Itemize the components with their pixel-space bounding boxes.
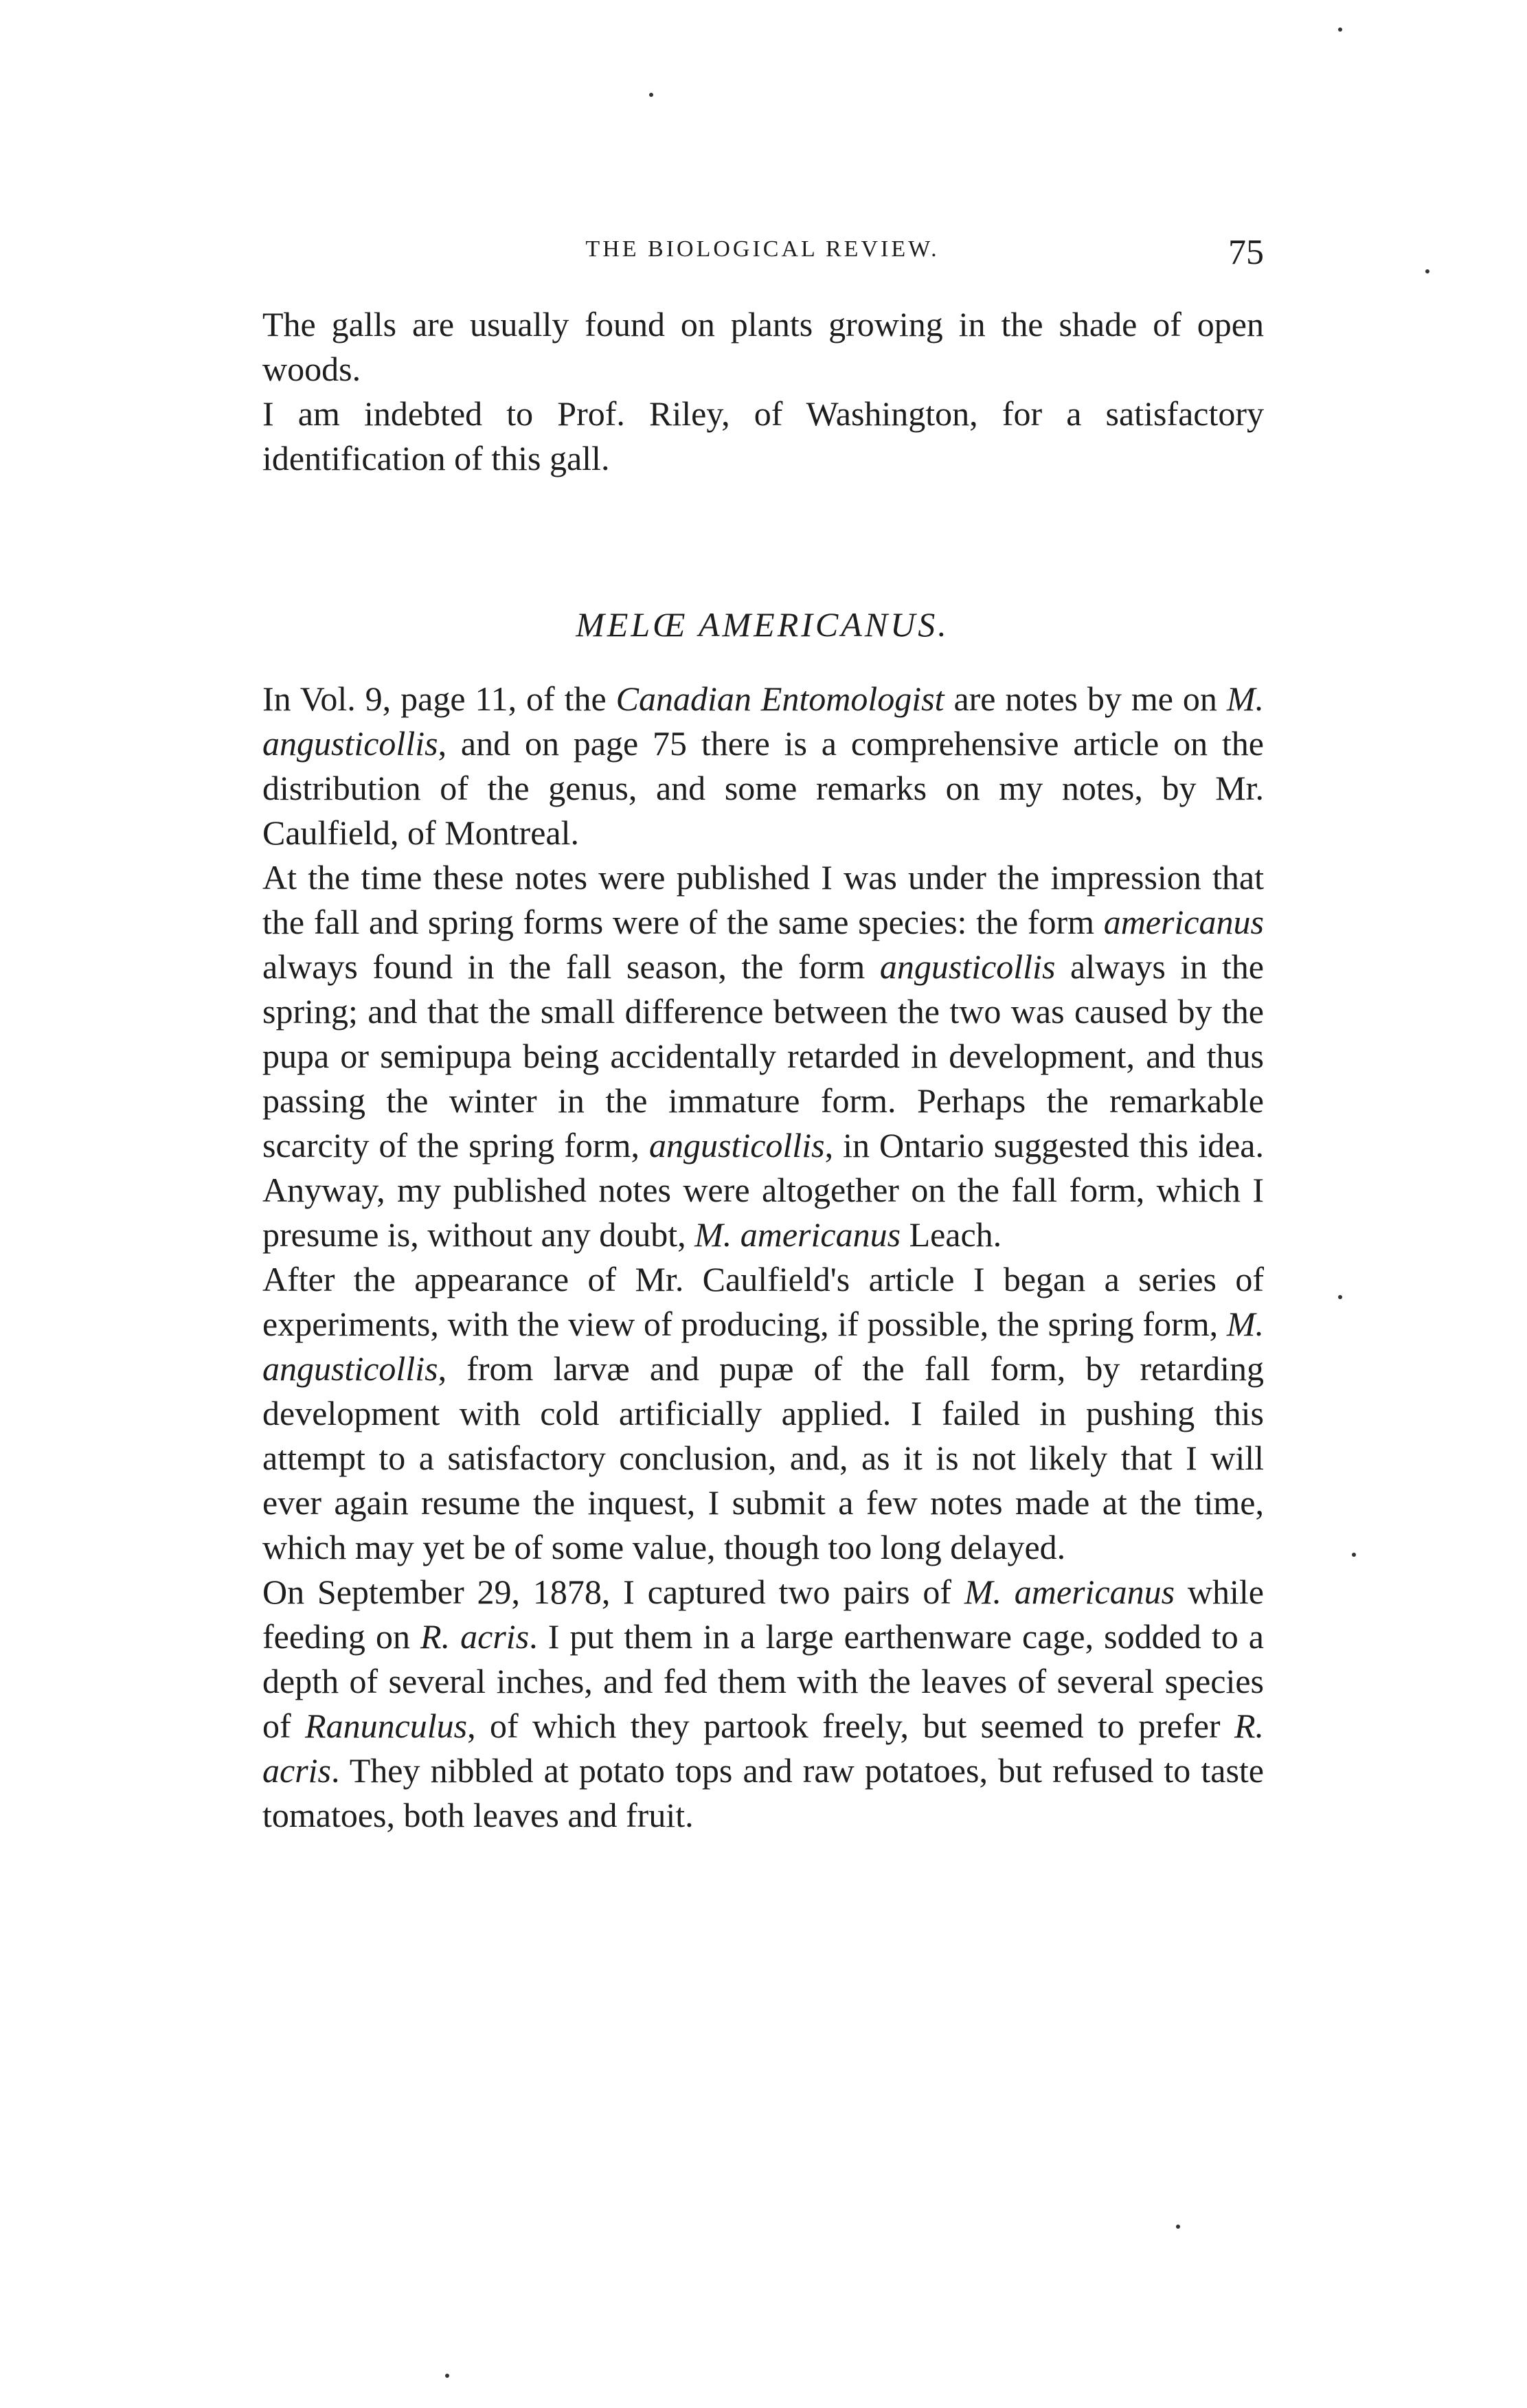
- section-title: MELŒ AMERICANUS.: [576, 605, 949, 644]
- text-span: , from larvæ and pupæ of the fall form, by retarding development with cold artificially applied. I failed in pushing this attempt to a satisfactory conclusion, and, as it is not likely that I will ever again resume the inquest, I submit a few notes made at the time, which may yet be of some value, though too long delayed.: [262, 1349, 1264, 1566]
- italic-span: R. acris: [420, 1617, 530, 1656]
- running-title: THE BIOLOGICAL REVIEW.: [585, 236, 940, 262]
- text-span: Leach.: [901, 1215, 1002, 1254]
- italic-span: M. americanus: [964, 1573, 1175, 1611]
- italic-span: angusticollis: [648, 1126, 825, 1164]
- paragraph: [262, 1570, 1264, 1838]
- text-span: I am indebted to Prof. Riley, of Washington, for a satisfactory identification of this gall.: [262, 394, 1264, 477]
- italic-span: angusticollis: [879, 947, 1056, 986]
- speck-mark: [1338, 27, 1342, 32]
- italic-span: M. angusticollis: [262, 1305, 1264, 1388]
- paragraph: [262, 392, 1264, 481]
- text-span: , and on page 75 there is a comprehensive article on the distribution of the genus, and some remarks on my notes, by Mr. Caulfield, of Montreal.: [262, 724, 1264, 852]
- running-header: [261, 232, 1264, 287]
- italic-span: R. acris: [262, 1707, 1264, 1790]
- italic-span: M. angusticollis: [262, 679, 1264, 763]
- italic-span: M. americanus: [694, 1215, 901, 1254]
- paragraph: [262, 855, 1264, 1257]
- speck-mark: [445, 2374, 449, 2378]
- italic-span: Canadian Entomologist: [615, 679, 945, 718]
- text-span: The galls are usually found on plants growing in the shade of open woods.: [262, 305, 1264, 388]
- paragraph: [262, 677, 1264, 855]
- text-span: . I put them in a large earthenware cage, sodded to a depth of several inches, and fed them with the leaves of several species of: [262, 1617, 1264, 1745]
- text-span: always in the spring; and that the small difference between the two was caused by the pupa or semipupa being accidentally retarded in development, and thus passing the winter in the immature form. Perhaps the remarkable scarcity of the spring form,: [262, 947, 1264, 1164]
- italic-span: Ranunculus: [305, 1707, 468, 1745]
- paragraph: [262, 302, 1264, 392]
- speck-mark: [649, 93, 653, 97]
- text-span: , in Ontario suggested this idea. Anyway, my published notes were altogether on the fall form, which I presume is, without any doubt,: [262, 1126, 1264, 1254]
- text-span: After the appearance of Mr. Caulfield's article I began a series of experiments, with the view of producing, if possible, the spring form,: [262, 1260, 1264, 1343]
- speck-mark: [1425, 269, 1429, 273]
- speck-mark: [1352, 1553, 1356, 1557]
- italic-span: americanus: [1103, 903, 1264, 941]
- speck-mark: [1338, 1295, 1342, 1299]
- text-span: , of which they partook freely, but seemed to prefer: [467, 1707, 1234, 1745]
- paragraph: [262, 1257, 1264, 1570]
- text-span: while feeding on: [262, 1573, 1264, 1656]
- intro-text: [262, 302, 1264, 481]
- text-span: On September 29, 1878, I captured two pairs of: [262, 1573, 964, 1611]
- text-span: always found in the fall season, the form: [262, 947, 880, 986]
- text-span: . They nibbled at potato tops and raw potatoes, but refused to taste tomatoes, both leaves and fruit.: [262, 1751, 1264, 1834]
- text-span: At the time these notes were published I was under the impression that the fall and spring forms were of the same species: the form: [262, 858, 1264, 941]
- speck-mark: [1176, 2225, 1180, 2229]
- article-body: [262, 677, 1264, 1838]
- text-span: In Vol. 9, page 11, of the: [262, 679, 616, 718]
- page-number: 75: [1228, 233, 1264, 272]
- text-span: are notes by me on: [944, 679, 1227, 718]
